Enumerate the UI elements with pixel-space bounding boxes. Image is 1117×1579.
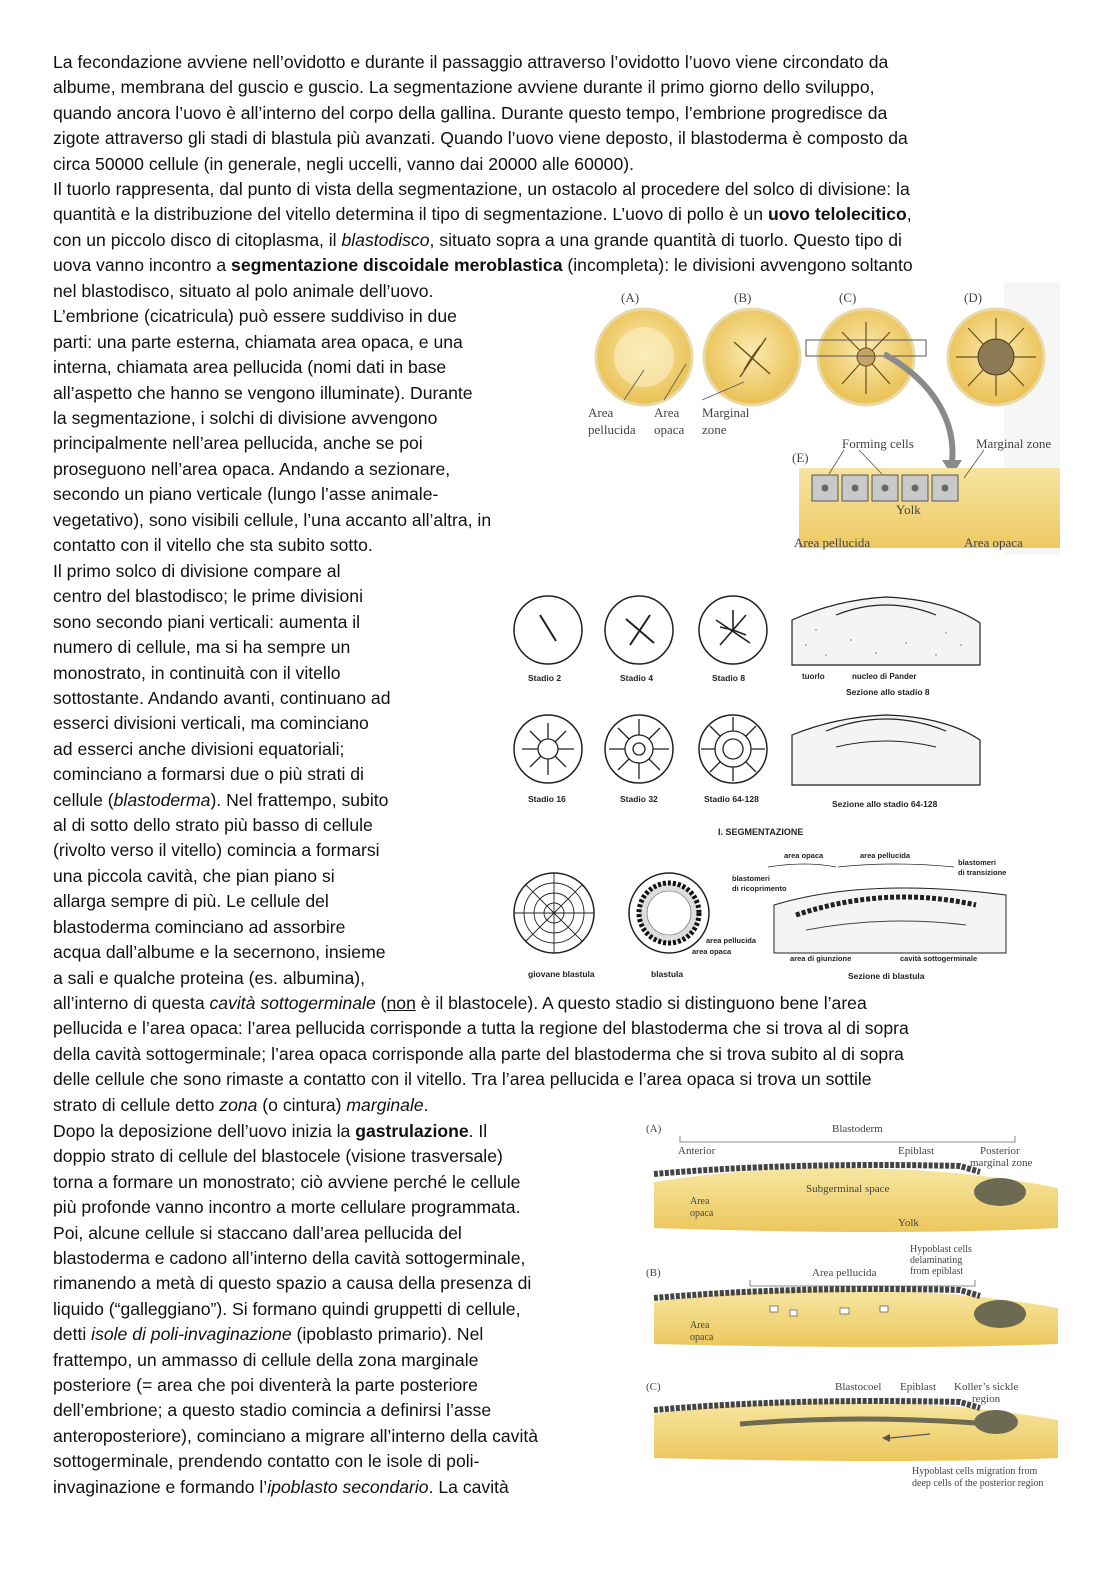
svg-text:region — [972, 1393, 1001, 1405]
label-hypoblast-2: delaminating — [910, 1255, 963, 1266]
stage-2-disc — [514, 596, 582, 664]
label-hypoblast-1: Hypoblast cells — [910, 1244, 972, 1255]
label-blastoderm: Blastoderm — [832, 1123, 883, 1135]
label-marginal-zone-1: Marginal — [702, 405, 750, 420]
label-stage-2: Stadio 2 — [528, 673, 562, 683]
text-line: frattempo, un ammasso di cellule della zona marginale — [53, 1349, 479, 1370]
term-secondary-hypoblast: ipoblasto secondario — [267, 1476, 429, 1497]
text-line: torna a formare un monostrato; ciò avviene perché le cellule — [53, 1171, 521, 1192]
figure-title-segmentation: I. SEGMENTAZIONE — [718, 827, 804, 837]
label-area-pellucida-b: area pellucida — [706, 936, 757, 945]
koller-sickle-c — [974, 1410, 1018, 1434]
area-pellucida-a — [614, 327, 674, 387]
text-line: detti isole di poli-invaginazione (ipoblasto primario). Nel — [53, 1324, 484, 1345]
term-gastrulation: gastrulazione — [355, 1121, 469, 1141]
label-epiblast-c: Epiblast — [900, 1381, 937, 1393]
label-area-opaca-e: Area opaca — [964, 535, 1023, 550]
text-line: sottogerminale, prendendo contatto con le isole di poli- — [53, 1451, 480, 1472]
text-line: vegetativo), sono visibili cellule, l’una accanto all’altra, in — [53, 509, 492, 530]
text-line: (rivolto verso il vitello) comincia a formarsi — [53, 840, 380, 861]
text-line: contatto con il vitello che sta subito sotto. — [53, 535, 373, 556]
section-stage-64 — [792, 715, 980, 785]
label-area-opaca-b2: opaca — [690, 1332, 714, 1343]
text-line: cellule (blastoderma). Nel frattempo, subito — [53, 789, 389, 810]
text-line: numero di cellule, ma si ha sempre un — [53, 637, 351, 658]
label-area-opaca-a2: opaca — [690, 1208, 714, 1219]
svg-text:zone — [702, 422, 727, 437]
text-line: all’aspetto che hanno se vengono illuminate). Durante — [53, 382, 473, 403]
term-marginale: marginale — [346, 1094, 424, 1115]
label-migration-2: deep cells of the posterior region — [912, 1478, 1044, 1489]
label-marginal-zone-2: zone — [702, 422, 727, 437]
text-line: nel blastodisco, situato al polo animale dell’uovo. — [53, 281, 434, 301]
label-area-pellucida-g: Area pellucida — [812, 1267, 877, 1279]
svg-text:Marginal — [702, 405, 750, 420]
term-non: non — [386, 993, 416, 1013]
text-line: doppio strato di cellule del blastocele (visione trasversale) — [53, 1146, 503, 1167]
text-line: rimanendo a metà di questo spazio a causa della presenza di — [53, 1273, 532, 1294]
svg-text:deep cells of the posterior re — [912, 1478, 1043, 1489]
label-blastocoel: Blastocoel — [835, 1381, 882, 1393]
svg-text:di ricoprimento — [732, 884, 787, 893]
label-area-opaca-s: area opaca — [784, 851, 824, 860]
label-cavita-sottogerminale: cavità sottogerminale — [900, 954, 978, 963]
label-area-pellucida-1: Area — [588, 405, 614, 420]
text-line: pellucida e l’area opaca: l’area pellucida corrisponde a tutta la regione del blastoderma che si trova al di sopra — [53, 1018, 909, 1039]
text-line: interna, chiamata area pellucida (nomi dati in base — [53, 357, 447, 378]
panel-b-label: (B) — [734, 290, 752, 305]
cells-c — [857, 348, 875, 366]
text-line: monostrato, in continuità con il vitello — [53, 662, 341, 683]
label-yolk: Yolk — [896, 502, 921, 517]
label-tuorlo: tuorlo — [802, 672, 825, 681]
text-line: parti: una parte esterna, chiamata area opaca, e una — [53, 331, 463, 352]
text-line: all’interno di questa cavità sottogerminale (non è il blastocele). A questo stadio si distinguono bene l’area — [53, 993, 867, 1013]
text-line: centro del blastodisco; le prime divisioni — [53, 586, 363, 607]
svg-text:from epiblast — [910, 1266, 963, 1277]
label-blastula: blastula — [651, 969, 684, 979]
paragraph-embryo — [53, 279, 491, 558]
text-line: liquido (“galleggiano”). Si formano quindi gruppetti di cellule, — [53, 1298, 521, 1319]
panel-b-label-g: (B) — [646, 1267, 661, 1279]
label-marginal-zone-e: Marginal zone — [976, 436, 1052, 451]
text-line: ad esserci anche divisioni equatoriali; — [53, 738, 345, 759]
text-line: al di sotto dello strato più basso di cellule — [53, 815, 373, 836]
text-line: principalmente nell’area pellucida, anche se poi — [53, 433, 423, 454]
svg-text:Area — [588, 405, 613, 420]
posterior-marginal-a — [974, 1178, 1026, 1206]
label-stage-16: Stadio 16 — [528, 794, 566, 804]
label-koller-1: Koller’s sickle — [954, 1381, 1019, 1393]
text-line: anteroposteriore), cominciano a migrare all’interno della cavità — [53, 1425, 539, 1446]
label-koller-2: region — [972, 1393, 1001, 1405]
label-area-pellucida-2: pellucida — [588, 422, 636, 437]
text-line: Il tuorlo rappresenta, dal punto di vista della segmentazione, un ostacolo al procedere del solco di divisione: la — [53, 179, 910, 200]
posterior-marginal-b — [974, 1300, 1026, 1328]
label-posterior-2: marginal zone — [970, 1157, 1033, 1169]
label-epiblast-a: Epiblast — [898, 1145, 935, 1157]
paragraph-gastrulation — [53, 1119, 538, 1500]
label-pander: nucleo di Pander — [852, 672, 917, 681]
svg-text:Posterior — [980, 1145, 1020, 1157]
cells-d — [978, 339, 1014, 375]
label-area-opaca-b1: Area — [690, 1320, 710, 1331]
svg-text:Hypoblast cells — [910, 1244, 972, 1255]
term-blastoderm: blastoderma — [113, 789, 211, 810]
term-subgerminal-cavity: cavità sottogerminale — [209, 993, 376, 1013]
text-line: acqua dall’albume e la secernono, insieme — [53, 942, 386, 963]
section-stage-8 — [792, 597, 980, 665]
paragraph-fertilization — [53, 50, 913, 279]
svg-text:Area — [654, 405, 679, 420]
section-blastula — [774, 888, 1006, 953]
text-line: invaginazione e formando l’ipoblasto secondario. La cavità — [53, 1476, 509, 1497]
label-yolk-a: Yolk — [898, 1217, 919, 1229]
text-line: più profonde vanno incontro a morte cellulare programmata. — [53, 1197, 521, 1218]
svg-text:Area — [690, 1196, 710, 1207]
label-area-pellucida-e: Area pellucida — [794, 535, 871, 550]
label-anterior: Anterior — [678, 1145, 716, 1157]
text-line: cominciano a formarsi due o più strati di — [53, 764, 364, 785]
panel-e-label: (E) — [792, 450, 809, 465]
paragraph-subgerminal — [53, 991, 909, 1118]
text-line: Dopo la deposizione dell’uovo inizia la gastrulazione. Il — [53, 1121, 488, 1141]
text-line: zigote attraverso gli stadi di blastula più avanzati. Quando l’uovo viene deposto, il blastoderma è composto da — [53, 128, 908, 149]
label-stage-4: Stadio 4 — [620, 673, 654, 683]
text-line: quando ancora l’uovo è all’interno del corpo della gallina. Durante questo tempo, l’embrione progredisce da — [53, 102, 888, 123]
svg-text:Area — [690, 1320, 710, 1331]
svg-text:opaca — [654, 422, 685, 437]
text-line: posteriore (= area che poi diventerà la parte posteriore — [53, 1375, 478, 1396]
label-posterior-1: Posterior — [980, 1145, 1020, 1157]
text-line: La fecondazione avviene nell’ovidotto e durante il passaggio attraverso l’ovidotto l’uovo viene circondato da — [53, 52, 889, 72]
label-blastomeri-t2: di transizione — [958, 868, 1007, 877]
label-area-opaca-2: opaca — [654, 422, 685, 437]
text-line: blastoderma cominciano ad assorbire — [53, 916, 346, 937]
svg-text:Koller’s sickle — [954, 1381, 1018, 1393]
label-subgerminal-space: Subgerminal space — [806, 1183, 890, 1195]
text-line: uova vanno incontro a segmentazione discoidale meroblastica (incompleta): le divisioni avvengono soltanto — [53, 255, 913, 276]
text-line: una piccola cavità, che pian piano si — [53, 865, 335, 886]
text-line: proseguono nell’area opaca. Andando a sezionare, — [53, 458, 451, 479]
svg-text:pellucida — [588, 422, 636, 437]
text-line: L’embrione (cicatricula) può essere suddiviso in due — [53, 306, 457, 327]
text-line: dell’embrione; a questo stadio comincia a definirsi l’asse — [53, 1400, 492, 1421]
svg-text:blastomeri — [958, 858, 996, 867]
text-line: Poi, alcune cellule si staccano dall’area pellucida del — [53, 1222, 462, 1243]
svg-text:marginal zone — [970, 1157, 1033, 1169]
label-section-blastula: Sezione di blastula — [848, 971, 925, 981]
label-stage-8: Stadio 8 — [712, 673, 746, 683]
panel-c-label-g: (C) — [646, 1381, 661, 1393]
label-area-opaca-b: area opaca — [692, 947, 732, 956]
label-section-8: Sezione allo stadio 8 — [846, 687, 930, 697]
label-stage-64: Stadio 64-128 — [704, 794, 759, 804]
figure-discoidal-cleavage — [584, 282, 1060, 554]
paragraph-first-groove — [53, 559, 390, 991]
text-line: delle cellule che sono rimaste a contatto con il vitello. Tra l’area pellucida e l’area opaca si trova un sottile — [53, 1069, 872, 1090]
text-line: sono secondo piani verticali: aumenta il — [53, 611, 361, 632]
term-telolecithal: uovo telolecitico — [767, 204, 907, 225]
label-hypoblast-3: from epiblast — [910, 1266, 964, 1277]
text-line: blastoderma e cadono all’interno della cavità sottogerminale, — [53, 1248, 526, 1269]
term-islands: isole di poli-invaginazione — [91, 1324, 292, 1345]
text-line: con un piccolo disco di citoplasma, il blastodisco, situato sopra a una grande quantità di tuorlo. Questo tipo di — [53, 229, 902, 250]
label-area-giunzione: area di giunzione — [790, 954, 852, 963]
text-line: albume, membrana del guscio e guscio. La segmentazione avviene durante il primo giorno dello sviluppo, — [53, 77, 875, 98]
text-line: della cavità sottogerminale; l’area opaca corrisponde alla parte del blastoderma che si trova subito al di sopra — [53, 1043, 904, 1064]
text-line: sottostante. Andando avanti, continuano ad — [53, 688, 391, 709]
figure-gastrulation-sections — [640, 1118, 1058, 1496]
panel-a-label: (A) — [621, 290, 640, 305]
term-discoidal: segmentazione discoidale meroblastica — [231, 255, 563, 276]
panel-d-label: (D) — [964, 290, 983, 305]
text-line: Il primo solco di divisione compare al — [53, 561, 341, 581]
text-line: strato di cellule detto zona (o cintura) marginale. — [53, 1094, 429, 1115]
text-line: esserci divisioni verticali, ma cominciano — [53, 713, 369, 734]
label-section-64: Sezione allo stadio 64-128 — [832, 799, 938, 809]
label-blastomeri-r2: di ricoprimento — [732, 884, 787, 893]
svg-text:opaca — [690, 1208, 714, 1219]
label-area-pellucida-s: area pellucida — [860, 851, 911, 860]
panel-c-label: (C) — [839, 290, 857, 305]
text-line: quantità e la distribuzione del vitello determina il tipo di segmentazione. L’uovo di pollo è un uovo telolecitico, — [53, 204, 912, 225]
text-line: allarga sempre di più. Le cellule del — [53, 891, 329, 912]
term-blastodisc: blastodisco — [341, 229, 430, 250]
svg-text:delaminating — [910, 1255, 962, 1266]
label-blastomeri-t1: blastomeri — [958, 858, 996, 867]
text-line: la segmentazione, i solchi di divisione avvengono — [53, 408, 438, 429]
label-migration-1: Hypoblast cells migration from — [912, 1466, 1038, 1477]
svg-text:di transizione — [958, 868, 1006, 877]
svg-text:Hypoblast cells migration from — [912, 1466, 1037, 1477]
label-stage-32: Stadio 32 — [620, 794, 658, 804]
text-line: circa 50000 cellule (in generale, negli uccelli, vanno dai 20000 alle 60000). — [53, 153, 634, 174]
panel-a-label-g: (A) — [646, 1123, 662, 1135]
text-line: secondo un piano verticale (lungo l’asse animale- — [53, 484, 439, 505]
term-zona: zona — [219, 1094, 258, 1115]
label-area-opaca-a1: Area — [690, 1196, 710, 1207]
label-forming-cells: Forming cells — [842, 436, 914, 451]
text-line: a sali e qualche proteina (es. albumina), — [53, 967, 365, 988]
label-young-blastula: giovane blastula — [528, 969, 595, 979]
label-blastomeri-r1: blastomeri — [732, 874, 770, 883]
figure-segmentation-stages — [506, 585, 1020, 985]
svg-text:blastomeri — [732, 874, 770, 883]
svg-text:opaca — [690, 1332, 714, 1343]
label-area-opaca-1: Area — [654, 405, 680, 420]
